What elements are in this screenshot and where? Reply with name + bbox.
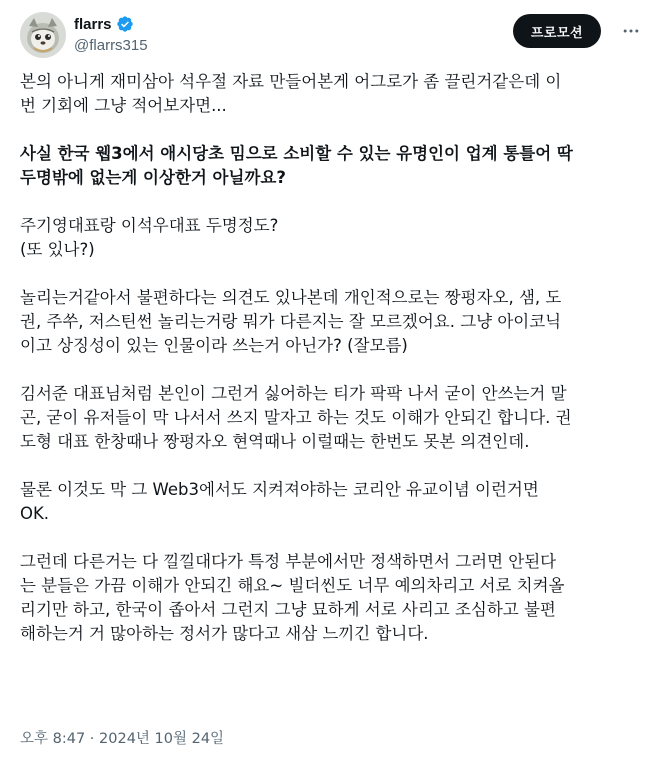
tweet-paragraph (20, 478, 640, 526)
tweet-line: 놀리는거같아서 불편하다는 의견도 있나본데 개인적으로는 짱펑자오, 샘, 도 (20, 288, 562, 307)
tweet-line: (또 있나?) (20, 240, 95, 259)
tweet-header (20, 12, 640, 60)
tweet-line: 리기만 하고, 한국이 좁아서 그런지 그냥 묘하게 서로 사리고 조심하고 불편 (20, 600, 556, 619)
tweet-line: 도형 대표 한창때나 짱펑자오 현역때나 이럴때는 한번도 못본 의견인데. (20, 432, 530, 451)
tweet-line: 이고 상징성이 있는 인물이라 쓰는거 아닌가? (잘모름) (20, 336, 408, 355)
tweet-line: 두명밖에 없는게 이상한거 아닐까요? (20, 168, 286, 187)
avatar-image (20, 12, 66, 58)
tweet-line: 는 분들은 가끔 이해가 안되긴 해요~ 빌더씬도 너무 예의차리고 서로 치켜올 (20, 576, 565, 595)
tweet-line: 주기영대표랑 이석우대표 두명정도? (20, 216, 279, 235)
tweet-text (20, 70, 640, 670)
promote-button[interactable]: 프로모션 (513, 14, 601, 48)
verified-badge-icon (116, 15, 134, 33)
tweet-paragraph (20, 286, 640, 358)
tweet-line: 김서준 대표님처럼 본인이 그런거 싫어하는 티가 팍팍 나서 굳이 안쓰는거 말 (20, 384, 567, 403)
tweet-line: 사실 한국 웹3에서 애시당초 밈으로 소비할 수 있는 유명인이 업계 통틀어 딱 (20, 144, 573, 163)
tweet-line: 그런데 다른거는 다 낄낄대다가 특정 부분에서만 정색하면서 그러면 안된다 (20, 552, 557, 571)
more-options-icon[interactable] (620, 20, 642, 42)
author-info (74, 14, 148, 54)
tweet-timestamp[interactable]: 오후 8:47 · 2024년 10월 24일 (20, 731, 225, 747)
author-handle[interactable]: @flarrs315 (74, 37, 148, 54)
tweet-line: OK. (20, 504, 50, 523)
tweet-line: 번 기회에 그냥 적어보자면... (20, 96, 227, 115)
tweet-paragraph (20, 382, 640, 454)
author-name-row (74, 14, 148, 34)
tweet-line: 권, 주쑤, 저스틴썬 놀리는거랑 뭐가 다른지는 잘 모르겠어요. 그냥 아이코닉 (20, 312, 562, 331)
tweet-line: 해하는거 거 많아하는 정서가 많다고 새삼 느끼긴 합니다. (20, 624, 429, 643)
tweet-paragraphs (20, 70, 640, 646)
tweet-paragraph (20, 70, 640, 118)
avatar[interactable] (20, 12, 66, 58)
author-display-name[interactable]: flarrs (74, 15, 112, 33)
tweet-paragraph (20, 214, 640, 262)
tweet-line: 곤, 굳이 유저들이 막 나서서 쓰지 말자고 하는 것도 이해가 안되긴 합니다. 권 (20, 408, 572, 427)
tweet-paragraph (20, 142, 640, 190)
tweet-line: 물론 이것도 막 그 Web3에서도 지켜져야하는 코리안 유교이념 이런거면 (20, 480, 539, 499)
tweet-line: 본의 아니게 재미삼아 석우절 자료 만들어본게 어그로가 좀 끌린거같은데 이 (20, 72, 562, 91)
tweet-paragraph (20, 550, 640, 646)
